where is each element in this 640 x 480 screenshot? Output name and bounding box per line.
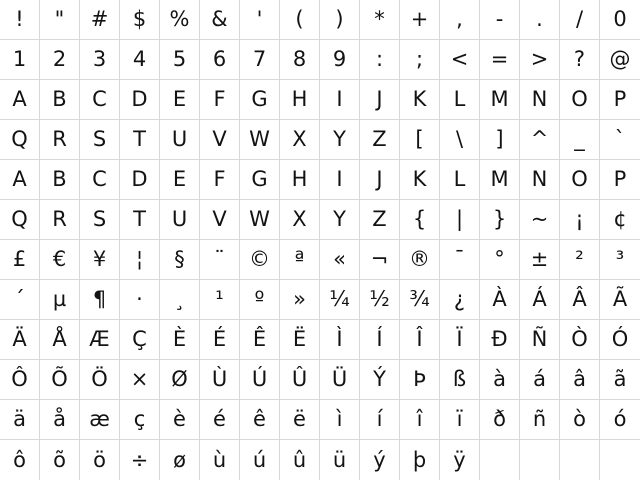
glyph-cell: ¦ — [120, 240, 160, 280]
glyph-cell: ¥ — [80, 240, 120, 280]
glyph-cell: ç — [120, 400, 160, 440]
glyph-cell: W — [240, 120, 280, 160]
glyph-cell: , — [440, 0, 480, 40]
glyph-cell: Ö — [80, 360, 120, 400]
glyph-cell: Ü — [320, 360, 360, 400]
glyph-cell: Ë — [280, 320, 320, 360]
glyph-cell: ¢ — [600, 200, 640, 240]
glyph-cell: J — [360, 160, 400, 200]
glyph-cell: ` — [600, 120, 640, 160]
glyph-cell: î — [400, 400, 440, 440]
glyph-cell: Ñ — [520, 320, 560, 360]
glyph-cell: @ — [600, 40, 640, 80]
glyph-cell: Z — [360, 120, 400, 160]
glyph-cell: + — [400, 0, 440, 40]
glyph-cell: ~ — [520, 200, 560, 240]
glyph-cell: K — [400, 80, 440, 120]
glyph-cell: ' — [240, 0, 280, 40]
glyph-cell: ( — [280, 0, 320, 40]
glyph-cell: å — [40, 400, 80, 440]
glyph-cell: S — [80, 120, 120, 160]
glyph-cell: Z — [360, 200, 400, 240]
glyph-cell: S — [80, 200, 120, 240]
glyph-cell: Û — [280, 360, 320, 400]
glyph-cell: M — [480, 80, 520, 120]
glyph-cell: 7 — [240, 40, 280, 80]
glyph-cell: Ê — [240, 320, 280, 360]
glyph-cell: û — [280, 440, 320, 480]
glyph-cell: = — [480, 40, 520, 80]
glyph-cell: A — [0, 80, 40, 120]
glyph-cell: À — [480, 280, 520, 320]
glyph-cell: º — [240, 280, 280, 320]
glyph-cell: $ — [120, 0, 160, 40]
glyph-cell: í — [360, 400, 400, 440]
glyph-cell: ä — [0, 400, 40, 440]
glyph-cell: F — [200, 80, 240, 120]
glyph-cell: Q — [0, 200, 40, 240]
glyph-cell: # — [80, 0, 120, 40]
glyph-cell: T — [120, 200, 160, 240]
glyph-cell: Ù — [200, 360, 240, 400]
glyph-cell: þ — [400, 440, 440, 480]
glyph-cell: 4 — [120, 40, 160, 80]
glyph-cell: I — [320, 80, 360, 120]
glyph-cell: ë — [280, 400, 320, 440]
glyph-cell: U — [160, 120, 200, 160]
glyph-cell: ° — [480, 240, 520, 280]
glyph-cell: ® — [400, 240, 440, 280]
glyph-cell: â — [560, 360, 600, 400]
glyph-cell: € — [40, 240, 80, 280]
glyph-cell-empty — [560, 440, 600, 480]
glyph-cell: Ó — [600, 320, 640, 360]
glyph-cell: Á — [520, 280, 560, 320]
glyph-cell: æ — [80, 400, 120, 440]
glyph-cell: é — [200, 400, 240, 440]
glyph-cell: Ì — [320, 320, 360, 360]
glyph-cell: : — [360, 40, 400, 80]
glyph-cell: E — [160, 80, 200, 120]
glyph-cell: O — [560, 160, 600, 200]
glyph-cell: V — [200, 120, 240, 160]
glyph-cell: õ — [40, 440, 80, 480]
glyph-cell: E — [160, 160, 200, 200]
glyph-cell: M — [480, 160, 520, 200]
glyph-cell: ^ — [520, 120, 560, 160]
glyph-cell: © — [240, 240, 280, 280]
glyph-cell: Ï — [440, 320, 480, 360]
glyph-cell: Ð — [480, 320, 520, 360]
glyph-cell: Ý — [360, 360, 400, 400]
glyph-cell: R — [40, 120, 80, 160]
glyph-cell: Y — [320, 200, 360, 240]
glyph-cell: ½ — [360, 280, 400, 320]
glyph-cell: D — [120, 160, 160, 200]
glyph-cell: D — [120, 80, 160, 120]
glyph-cell: Ø — [160, 360, 200, 400]
glyph-cell: µ — [40, 280, 80, 320]
glyph-cell: T — [120, 120, 160, 160]
glyph-cell: 8 — [280, 40, 320, 80]
glyph-cell: Ä — [0, 320, 40, 360]
glyph-cell: ¯ — [440, 240, 480, 280]
glyph-cell: ] — [480, 120, 520, 160]
glyph-cell: Æ — [80, 320, 120, 360]
glyph-cell: ý — [360, 440, 400, 480]
glyph-cell: ³ — [600, 240, 640, 280]
glyph-cell: ÿ — [440, 440, 480, 480]
glyph-cell: H — [280, 160, 320, 200]
glyph-cell: Q — [0, 120, 40, 160]
glyph-cell: Â — [560, 280, 600, 320]
glyph-cell: § — [160, 240, 200, 280]
glyph-cell: ª — [280, 240, 320, 280]
glyph-cell: } — [480, 200, 520, 240]
glyph-cell: _ — [560, 120, 600, 160]
glyph-cell: K — [400, 160, 440, 200]
glyph-cell: ¹ — [200, 280, 240, 320]
glyph-cell: P — [600, 160, 640, 200]
glyph-cell: F — [200, 160, 240, 200]
glyph-cell: 5 — [160, 40, 200, 80]
glyph-cell: & — [200, 0, 240, 40]
glyph-cell: ¬ — [360, 240, 400, 280]
glyph-cell: G — [240, 80, 280, 120]
glyph-cell: ã — [600, 360, 640, 400]
glyph-cell: X — [280, 120, 320, 160]
glyph-cell: ö — [80, 440, 120, 480]
glyph-cell: V — [200, 200, 240, 240]
glyph-cell: ? — [560, 40, 600, 80]
glyph-cell: [ — [400, 120, 440, 160]
glyph-cell: \ — [440, 120, 480, 160]
glyph-cell: ´ — [0, 280, 40, 320]
glyph-cell: ¾ — [400, 280, 440, 320]
glyph-cell: 1 — [0, 40, 40, 80]
glyph-cell: N — [520, 80, 560, 120]
glyph-cell: ß — [440, 360, 480, 400]
glyph-cell: È — [160, 320, 200, 360]
glyph-cell: > — [520, 40, 560, 80]
glyph-cell: C — [80, 80, 120, 120]
glyph-cell: ; — [400, 40, 440, 80]
glyph-cell: è — [160, 400, 200, 440]
glyph-cell: 3 — [80, 40, 120, 80]
glyph-cell: . — [520, 0, 560, 40]
glyph-cell: A — [0, 160, 40, 200]
glyph-cell: ü — [320, 440, 360, 480]
glyph-cell: R — [40, 200, 80, 240]
glyph-cell: » — [280, 280, 320, 320]
glyph-cell: É — [200, 320, 240, 360]
glyph-cell: Í — [360, 320, 400, 360]
glyph-cell: | — [440, 200, 480, 240]
glyph-cell: ¿ — [440, 280, 480, 320]
glyph-cell: Y — [320, 120, 360, 160]
glyph-cell: ì — [320, 400, 360, 440]
glyph-cell-empty — [480, 440, 520, 480]
glyph-cell: ñ — [520, 400, 560, 440]
glyph-cell: 0 — [600, 0, 640, 40]
glyph-cell: 9 — [320, 40, 360, 80]
glyph-cell: Ú — [240, 360, 280, 400]
glyph-cell: ú — [240, 440, 280, 480]
glyph-cell: ÷ — [120, 440, 160, 480]
glyph-cell: ð — [480, 400, 520, 440]
glyph-cell: U — [160, 200, 200, 240]
glyph-cell: * — [360, 0, 400, 40]
glyph-cell: Î — [400, 320, 440, 360]
glyph-cell: ¼ — [320, 280, 360, 320]
glyph-cell: « — [320, 240, 360, 280]
glyph-cell: - — [480, 0, 520, 40]
glyph-cell: Ç — [120, 320, 160, 360]
glyph-cell-empty — [600, 440, 640, 480]
glyph-cell: 2 — [40, 40, 80, 80]
glyph-cell: H — [280, 80, 320, 120]
glyph-cell: C — [80, 160, 120, 200]
glyph-cell: " — [40, 0, 80, 40]
glyph-cell: P — [600, 80, 640, 120]
glyph-cell: ¶ — [80, 280, 120, 320]
glyph-cell: O — [560, 80, 600, 120]
glyph-cell: ù — [200, 440, 240, 480]
glyph-cell: Þ — [400, 360, 440, 400]
glyph-cell: ¡ — [560, 200, 600, 240]
glyph-cell: ò — [560, 400, 600, 440]
glyph-cell: Ò — [560, 320, 600, 360]
glyph-cell: · — [120, 280, 160, 320]
glyph-cell: 6 — [200, 40, 240, 80]
glyph-cell: L — [440, 160, 480, 200]
glyph-cell: B — [40, 80, 80, 120]
glyph-cell: X — [280, 200, 320, 240]
glyph-cell: ! — [0, 0, 40, 40]
glyph-cell: × — [120, 360, 160, 400]
glyph-cell: % — [160, 0, 200, 40]
glyph-cell-empty — [520, 440, 560, 480]
glyph-cell: B — [40, 160, 80, 200]
glyph-cell: ± — [520, 240, 560, 280]
glyph-cell: á — [520, 360, 560, 400]
glyph-cell: ¸ — [160, 280, 200, 320]
glyph-cell: ¨ — [200, 240, 240, 280]
glyph-cell: I — [320, 160, 360, 200]
glyph-cell: ² — [560, 240, 600, 280]
glyph-cell: N — [520, 160, 560, 200]
glyph-cell: ê — [240, 400, 280, 440]
glyph-cell: ï — [440, 400, 480, 440]
glyph-cell: Õ — [40, 360, 80, 400]
glyph-cell: G — [240, 160, 280, 200]
glyph-cell: W — [240, 200, 280, 240]
glyph-cell: Ô — [0, 360, 40, 400]
glyph-cell: { — [400, 200, 440, 240]
glyph-cell: / — [560, 0, 600, 40]
glyph-cell: Ã — [600, 280, 640, 320]
glyph-cell: £ — [0, 240, 40, 280]
glyph-cell: < — [440, 40, 480, 80]
glyph-cell: ô — [0, 440, 40, 480]
glyph-cell: ) — [320, 0, 360, 40]
glyph-cell: Å — [40, 320, 80, 360]
glyph-cell: L — [440, 80, 480, 120]
glyph-cell: ø — [160, 440, 200, 480]
glyph-cell: J — [360, 80, 400, 120]
glyph-cell: ó — [600, 400, 640, 440]
glyph-cell: à — [480, 360, 520, 400]
